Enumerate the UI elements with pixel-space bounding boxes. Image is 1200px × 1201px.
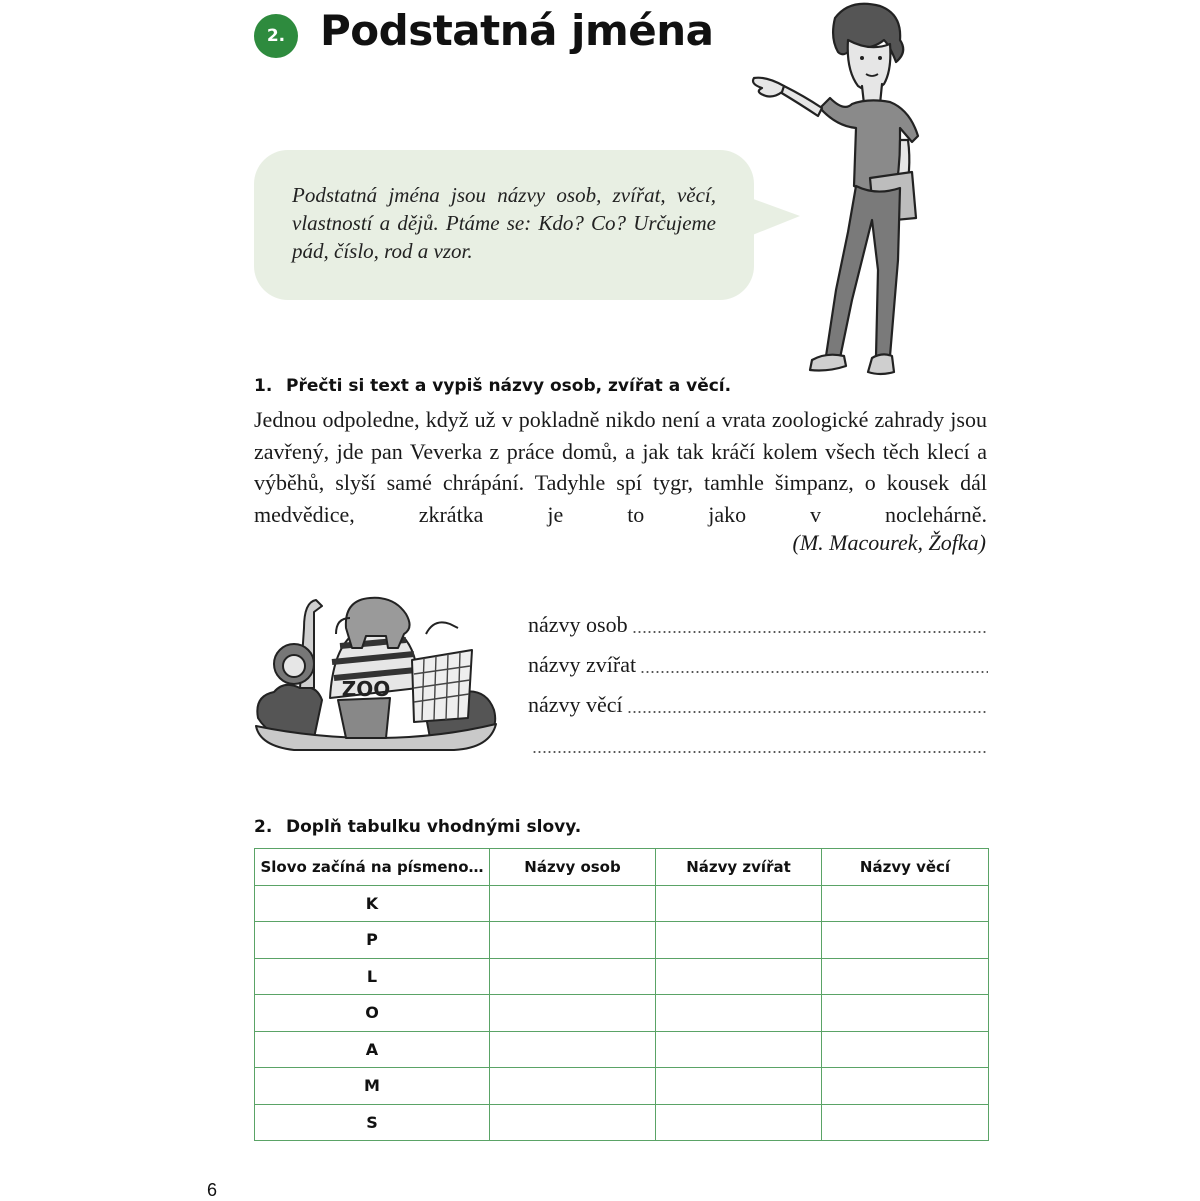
- row-letter: A: [255, 1031, 490, 1068]
- answer-cell-persons[interactable]: [490, 1031, 656, 1068]
- column-header: Názvy osob: [490, 849, 656, 886]
- row-letter: S: [255, 1104, 490, 1141]
- zoo-illustration-icon: [254, 588, 499, 760]
- row-letter: O: [255, 995, 490, 1032]
- exercise-2-instruction: Doplň tabulku vhodnými slovy.: [286, 817, 582, 837]
- table-row: [255, 922, 989, 959]
- answer-cell-animals[interactable]: [656, 1068, 822, 1105]
- fill-line-persons[interactable]: [528, 608, 988, 638]
- table-header-row: [255, 849, 989, 886]
- answer-cell-persons[interactable]: [490, 1104, 656, 1141]
- dotted-line: [632, 626, 988, 634]
- answer-cell-animals[interactable]: [656, 922, 822, 959]
- fill-line-extra[interactable]: [528, 728, 988, 758]
- table-row: [255, 885, 989, 922]
- fill-line-label: názvy zvířat: [528, 652, 637, 677]
- zoo-sign-text: ZOO: [341, 677, 391, 701]
- answer-cell-things[interactable]: [822, 1031, 989, 1068]
- exercise-1-passage: Jednou odpoledne, když už v pokladně nikdo není a vrata zoologické zahrady jsou zavřený, jde pan Veverka z práce domů, a jak tak kráčí kolem všech těch klecí a výběhů, slyší samé chrápání. Tadyhle spí tygr, tamhle šimpanz, o kousek dál medvědice, zkrátka je to jako v noclehárně.: [254, 407, 987, 527]
- answer-cell-things[interactable]: [822, 1104, 989, 1141]
- answer-cell-persons[interactable]: [490, 885, 656, 922]
- exercise-2-heading: [254, 817, 581, 837]
- answer-cell-persons[interactable]: [490, 995, 656, 1032]
- page-number: 6: [207, 1180, 218, 1200]
- answer-cell-animals[interactable]: [656, 1031, 822, 1068]
- row-letter: K: [255, 885, 490, 922]
- table-row: [255, 958, 989, 995]
- answer-cell-things[interactable]: [822, 922, 989, 959]
- row-letter: P: [255, 922, 490, 959]
- dotted-line: [640, 666, 988, 674]
- fill-line-animals[interactable]: [528, 648, 988, 678]
- table-row: [255, 995, 989, 1032]
- answer-cell-persons[interactable]: [490, 958, 656, 995]
- exercise-2-number: 2.: [254, 817, 273, 837]
- fill-line-label: názvy věcí: [528, 692, 623, 717]
- column-header: Slovo začíná na písmeno…: [255, 849, 490, 886]
- row-letter: M: [255, 1068, 490, 1105]
- exercise-1-citation: (M. Macourek, Žofka): [792, 530, 986, 555]
- exercise-1-number: 1.: [254, 376, 273, 396]
- chapter-number-badge: 2.: [254, 14, 298, 58]
- answer-cell-animals[interactable]: [656, 1104, 822, 1141]
- fill-line-things[interactable]: [528, 688, 988, 718]
- answer-cell-animals[interactable]: [656, 995, 822, 1032]
- answer-cell-things[interactable]: [822, 885, 989, 922]
- table-row: [255, 1068, 989, 1105]
- column-header: Názvy zvířat: [656, 849, 822, 886]
- page-title: Podstatná jména: [320, 6, 714, 55]
- dotted-line: [627, 706, 988, 714]
- exercise-1-heading: [254, 376, 731, 396]
- answer-cell-animals[interactable]: [656, 885, 822, 922]
- column-header: Názvy věcí: [822, 849, 989, 886]
- answer-cell-persons[interactable]: [490, 922, 656, 959]
- exercise-1-instruction: Přečti si text a vypiš názvy osob, zvířat a věcí.: [286, 376, 732, 396]
- answer-cell-things[interactable]: [822, 995, 989, 1032]
- boy-illustration-icon: [740, 0, 940, 390]
- answer-cell-persons[interactable]: [490, 1068, 656, 1105]
- answer-cell-animals[interactable]: [656, 958, 822, 995]
- word-table: [254, 848, 989, 1141]
- definition-text: Podstatná jména jsou názvy osob, zvířat, věcí, vlastností a dějů. Ptáme se: Kdo? Co? Určujeme pád, číslo, rod a vzor.: [292, 183, 716, 263]
- row-letter: L: [255, 958, 490, 995]
- fill-line-label: názvy osob: [528, 612, 628, 637]
- table-row: [255, 1104, 989, 1141]
- answer-cell-things[interactable]: [822, 1068, 989, 1105]
- table-row: [255, 1031, 989, 1068]
- dotted-line: [532, 746, 988, 754]
- answer-cell-things[interactable]: [822, 958, 989, 995]
